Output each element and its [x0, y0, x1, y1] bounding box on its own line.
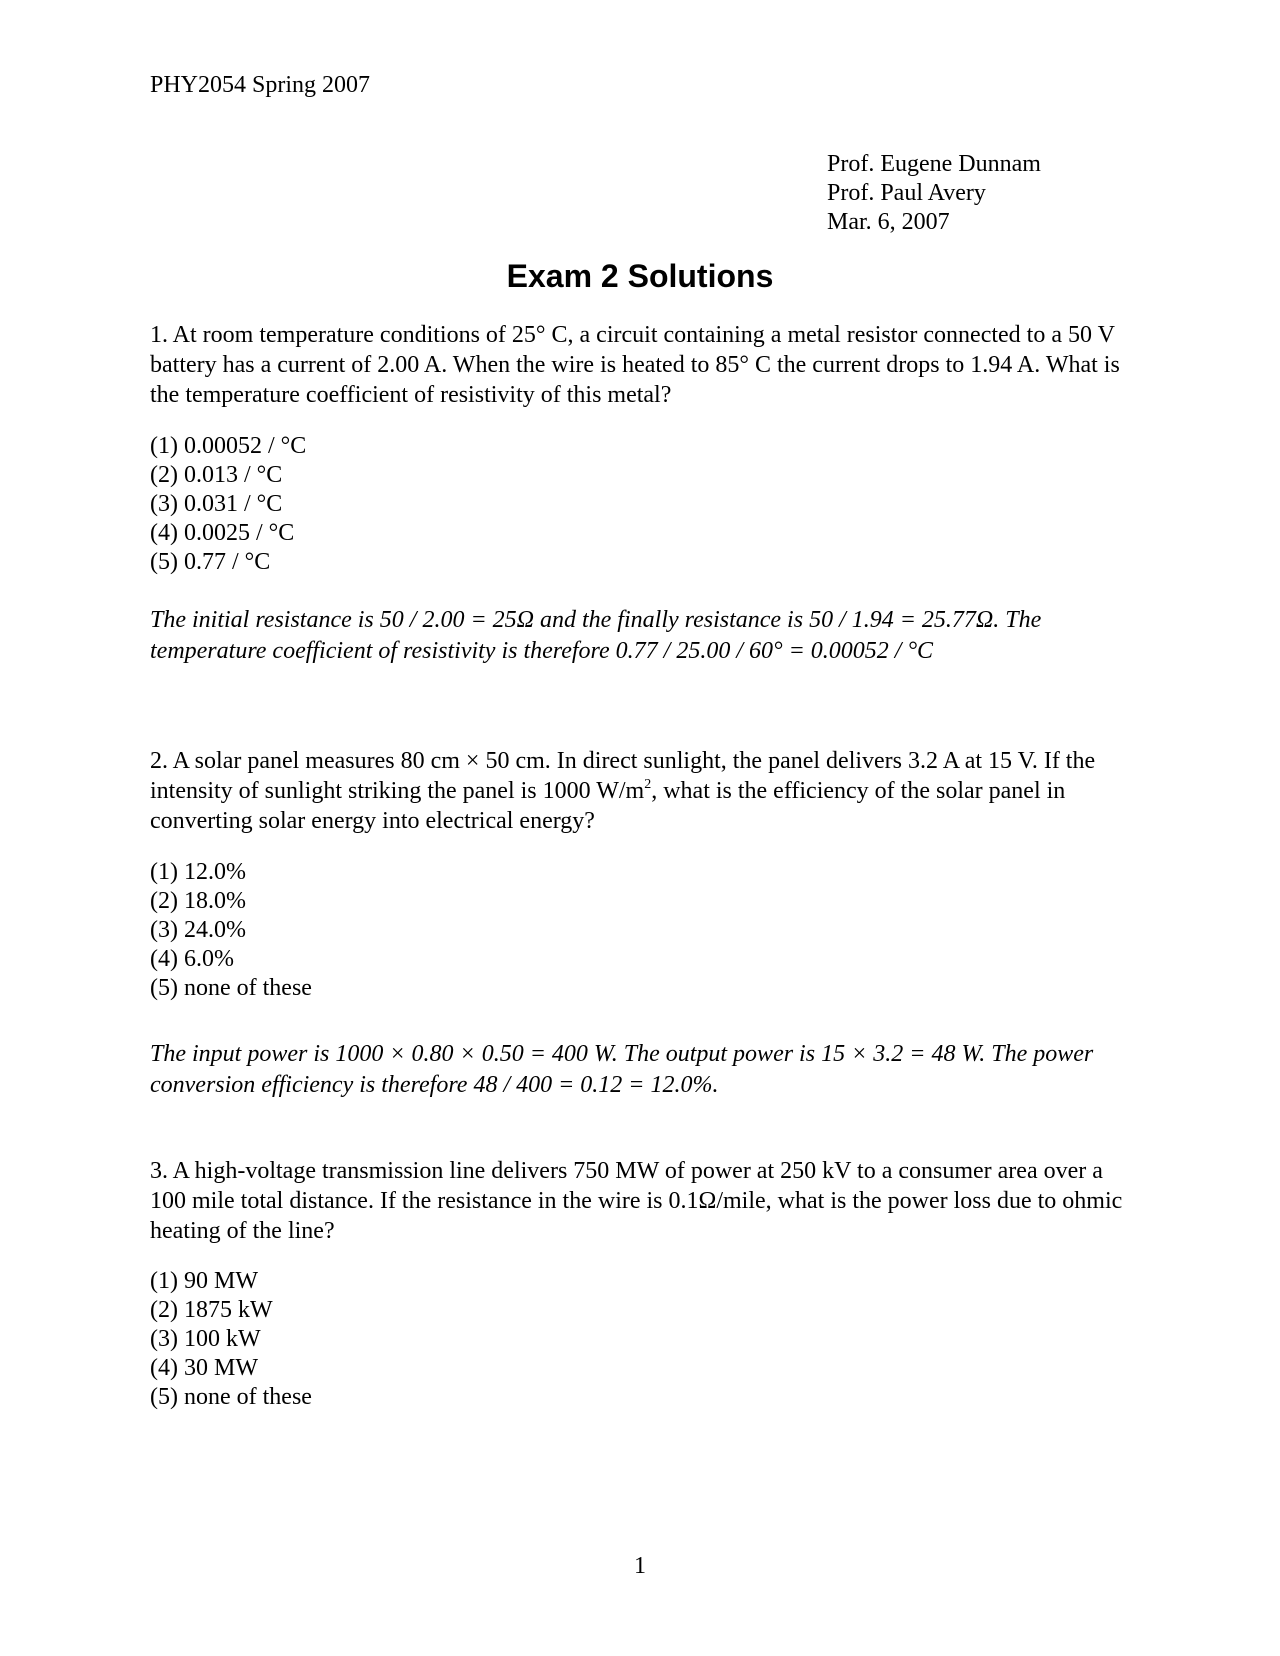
answer-option: (4) 30 MW	[150, 1355, 258, 1381]
answer-option: (3) 24.0%	[150, 917, 246, 943]
answer-option: (2) 18.0%	[150, 888, 246, 914]
question-text-part: , what is the efficiency of the solar panel in converting solar energy into electrical energy?	[150, 778, 1066, 834]
question-text	[150, 746, 1130, 836]
answer-option: (1) 90 MW	[150, 1268, 258, 1294]
question-2-options	[150, 858, 312, 1003]
question-3	[150, 1156, 1130, 1246]
answer-option: (5) none of these	[150, 975, 312, 1001]
exam-date: Mar. 6, 2007	[827, 209, 950, 235]
answer-option: (5) 0.77 / °C	[150, 549, 271, 575]
answer-option: (2) 0.013 / °C	[150, 462, 283, 488]
question-2-solution: The input power is 1000 × 0.80 × 0.50 = 400 W. The output power is 15 × 3.2 = 48 W. The power conversion efficiency is therefore 48 / 400 = 0.12 = 12.0%.	[150, 1041, 1094, 1098]
question-3-options	[150, 1267, 312, 1412]
question-1-solution: The initial resistance is 50 / 2.00 = 25Ω and the finally resistance is 50 / 1.94 = 25.77Ω. The temperature coefficient of resistivity is therefore 0.77 / 25.00 / 60° = 0.00052 / °C	[150, 607, 1042, 664]
course-header: PHY2054 Spring 2007	[150, 72, 371, 98]
author-line: Prof. Eugene Dunnam	[827, 151, 1041, 177]
answer-option: (1) 12.0%	[150, 859, 246, 885]
question-text: 3. A high-voltage transmission line delivers 750 MW of power at 250 kV to a consumer area over a 100 mile total distance. If the resistance in the wire is 0.1Ω/mile, what is the power loss due to ohmic heating of the line?	[150, 1158, 1123, 1244]
answer-option: (3) 0.031 / °C	[150, 491, 283, 517]
question-2	[150, 746, 1130, 836]
question-1-options	[150, 432, 306, 577]
question-text-part: 2. A solar panel measures 80 cm × 50 cm. In direct sunlight, the panel delivers 3.2 A at 15 V. If the intensity of sunlight striking the panel is 1000 W/m	[150, 748, 1096, 804]
page-number: 1	[634, 1553, 646, 1579]
author-line: Prof. Paul Avery	[827, 180, 986, 206]
answer-option: (5) none of these	[150, 1384, 312, 1410]
answer-option: (4) 0.0025 / °C	[150, 520, 295, 546]
answer-option: (3) 100 kW	[150, 1326, 261, 1352]
author-block	[827, 150, 1041, 237]
answer-option: (2) 1875 kW	[150, 1297, 273, 1323]
answer-option: (1) 0.00052 / °C	[150, 433, 307, 459]
superscript: 2	[644, 777, 652, 792]
answer-option: (4) 6.0%	[150, 946, 234, 972]
question-text: 1. At room temperature conditions of 25° C, a circuit containing a metal resistor connected to a 50 V battery has a current of 2.00 A. When the wire is heated to 85° C the current drops to 1.94 A. What is the temperature coefficient of resistivity of this metal?	[150, 322, 1120, 408]
page-title: Exam 2 Solutions	[506, 258, 774, 294]
question-1	[150, 320, 1130, 410]
